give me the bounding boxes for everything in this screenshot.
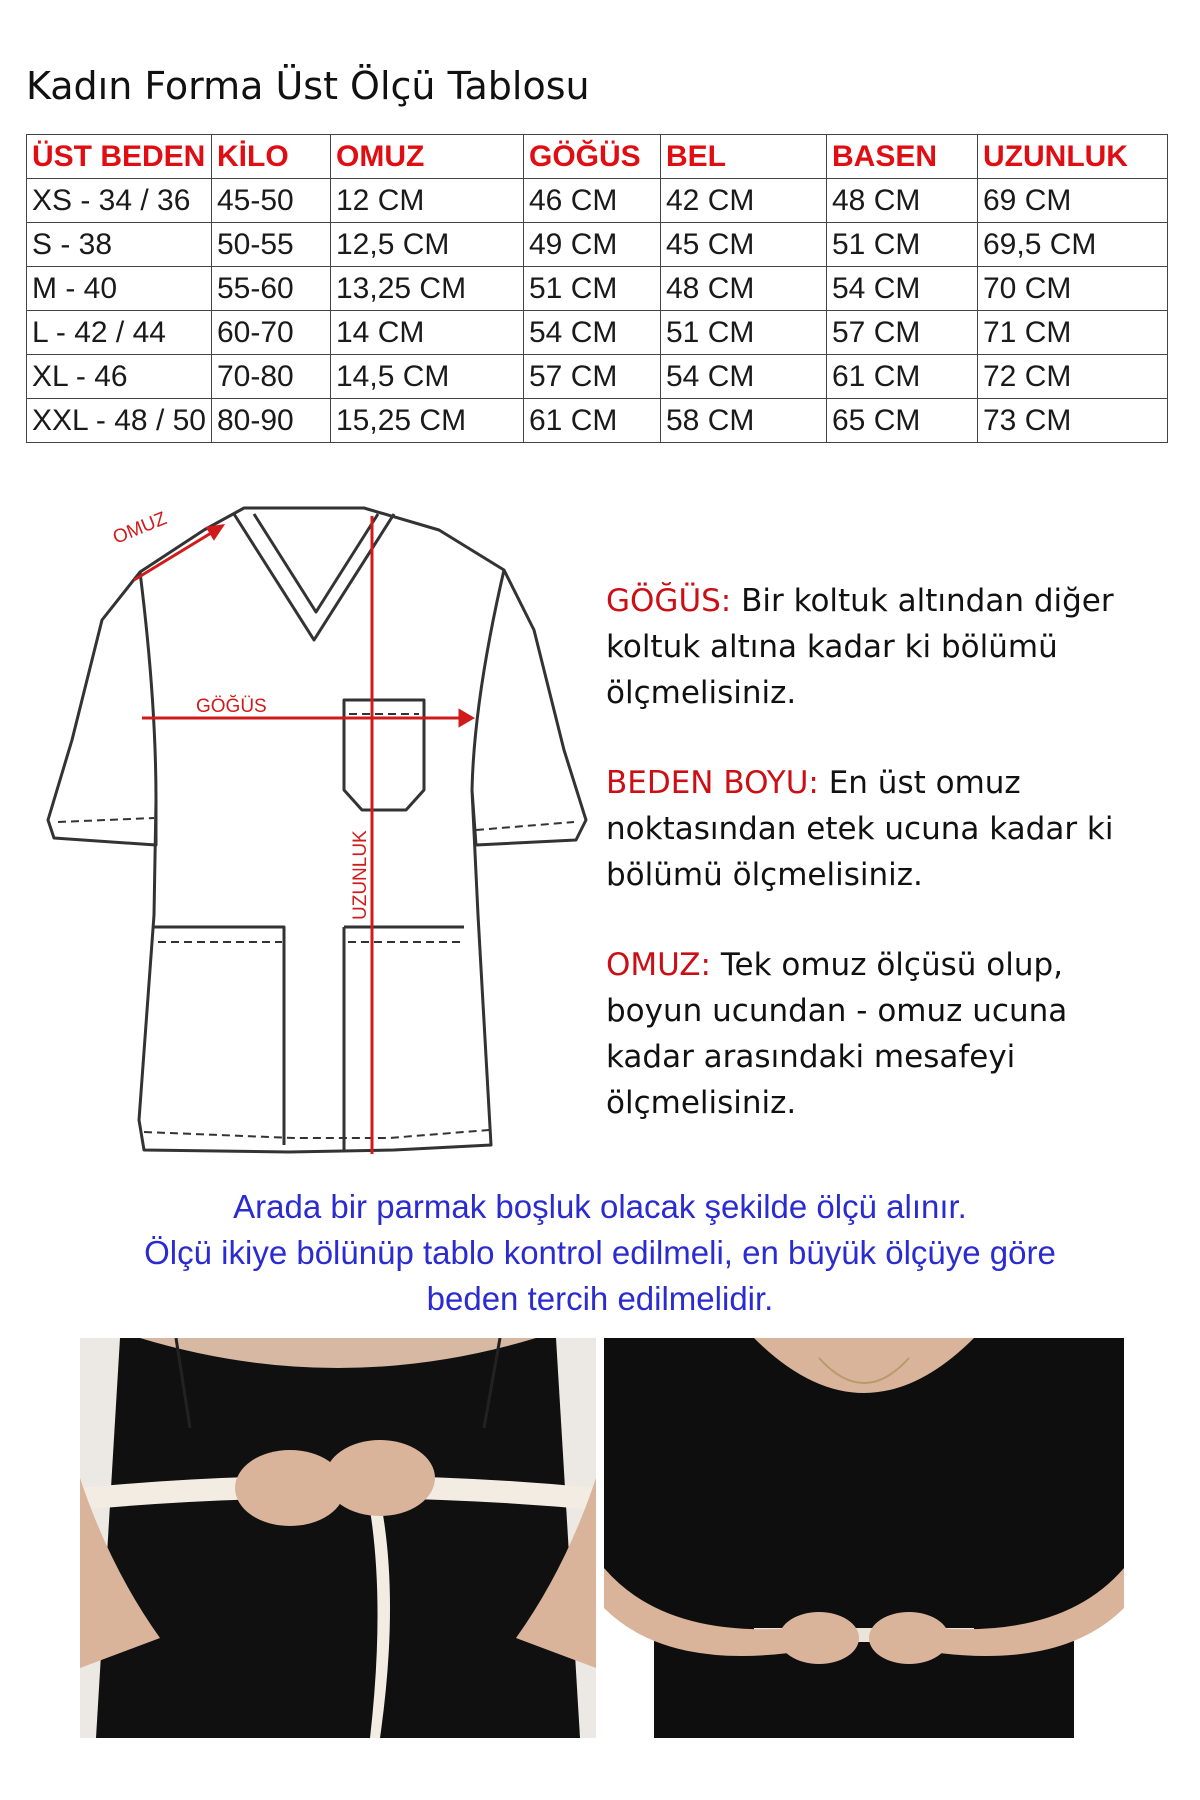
header-cell: OMUZ bbox=[331, 135, 524, 179]
left-sleeve-hem-stitch bbox=[58, 818, 154, 822]
hem-stitch bbox=[144, 1130, 489, 1138]
table-cell: 71 CM bbox=[978, 311, 1168, 355]
waist-measuring-photo bbox=[604, 1338, 1124, 1738]
header-cell: BASEN bbox=[827, 135, 978, 179]
table-row bbox=[27, 179, 1168, 223]
garment-outline bbox=[48, 508, 586, 1152]
table-cell: 54 CM bbox=[827, 267, 978, 311]
table-cell: 69 CM bbox=[978, 179, 1168, 223]
gogus-arrowhead bbox=[460, 711, 472, 725]
note-line1: Arada bir parmak boşluk olacak şekilde ölçü alınır. bbox=[233, 1188, 967, 1225]
note-line2: Ölçü ikiye bölünüp tablo kontrol edilmeli, en büyük ölçüye göre bbox=[144, 1234, 1056, 1271]
omuz-info-line3: kadar arasındaki mesafeyi bbox=[606, 1039, 1016, 1075]
table-cell: 70 CM bbox=[978, 267, 1168, 311]
chest-measuring-photo bbox=[80, 1338, 596, 1738]
header-cell: BEL bbox=[661, 135, 827, 179]
table-row bbox=[27, 223, 1168, 267]
beden-boyu-info bbox=[606, 760, 1166, 898]
omuz-arrow bbox=[134, 530, 216, 580]
table-cell: 48 CM bbox=[661, 267, 827, 311]
table-cell: 13,25 CM bbox=[331, 267, 524, 311]
right-armhole bbox=[472, 570, 504, 790]
table-cell: 51 CM bbox=[661, 311, 827, 355]
table-row bbox=[27, 399, 1168, 443]
gogus-info-line1: Bir koltuk altından diğer bbox=[731, 583, 1114, 619]
neckline bbox=[234, 514, 394, 640]
table-cell: XXL - 48 / 50 bbox=[27, 399, 212, 443]
table-cell: 15,25 CM bbox=[331, 399, 524, 443]
left-armhole bbox=[140, 572, 156, 800]
table-cell: 45-50 bbox=[212, 179, 331, 223]
note-line3: beden tercih edilmelidir. bbox=[426, 1280, 774, 1317]
neckline-inner bbox=[254, 514, 378, 612]
table-cell: 69,5 CM bbox=[978, 223, 1168, 267]
table-cell: 46 CM bbox=[524, 179, 661, 223]
omuz-label: OMUZ bbox=[110, 508, 170, 549]
table-cell: 61 CM bbox=[524, 399, 661, 443]
table-row bbox=[27, 355, 1168, 399]
table-cell: 54 CM bbox=[524, 311, 661, 355]
size-table bbox=[26, 134, 1168, 443]
table-cell: 60-70 bbox=[212, 311, 331, 355]
table-row bbox=[27, 311, 1168, 355]
table-cell: 50-55 bbox=[212, 223, 331, 267]
table-cell: XL - 46 bbox=[27, 355, 212, 399]
gogus-info bbox=[606, 578, 1166, 716]
gogus-info-line3: ölçmelisiniz. bbox=[606, 675, 797, 711]
omuz-info-line2: boyun ucundan - omuz ucuna bbox=[606, 993, 1068, 1029]
table-cell: 14 CM bbox=[331, 311, 524, 355]
table-cell: 51 CM bbox=[827, 223, 978, 267]
table-cell: 80-90 bbox=[212, 399, 331, 443]
table-cell: M - 40 bbox=[27, 267, 212, 311]
uzunluk-label: UZUNLUK bbox=[350, 830, 371, 920]
table-cell: 14,5 CM bbox=[331, 355, 524, 399]
measurement-note bbox=[40, 1184, 1160, 1322]
table-cell: 61 CM bbox=[827, 355, 978, 399]
table-header-row bbox=[27, 135, 1168, 179]
gogus-info-key: GÖĞÜS: bbox=[606, 583, 732, 619]
table-cell: L - 42 / 44 bbox=[27, 311, 212, 355]
omuz-arrowhead bbox=[208, 526, 222, 538]
table-cell: 72 CM bbox=[978, 355, 1168, 399]
omuz-info-key: OMUZ: bbox=[606, 947, 711, 983]
table-cell: 70-80 bbox=[212, 355, 331, 399]
table-cell: 55-60 bbox=[212, 267, 331, 311]
table-cell: 12,5 CM bbox=[331, 223, 524, 267]
table-cell: 73 CM bbox=[978, 399, 1168, 443]
table-cell: S - 38 bbox=[27, 223, 212, 267]
table-cell: 49 CM bbox=[524, 223, 661, 267]
omuz-info-line1: Tek omuz ölçüsü olup, bbox=[710, 947, 1064, 983]
table-cell: 12 CM bbox=[331, 179, 524, 223]
table-cell: XS - 34 / 36 bbox=[27, 179, 212, 223]
table-row bbox=[27, 267, 1168, 311]
table-cell: 51 CM bbox=[524, 267, 661, 311]
beden-boyu-info-line2: noktasından etek ucuna kadar ki bbox=[606, 811, 1114, 847]
table-cell: 48 CM bbox=[827, 179, 978, 223]
gogus-label: GÖĞÜS bbox=[196, 696, 267, 717]
left-lower-pocket bbox=[154, 927, 284, 1145]
gogus-info-line2: koltuk altına kadar ki bölümü bbox=[606, 629, 1058, 665]
table-cell: 58 CM bbox=[661, 399, 827, 443]
omuz-info bbox=[606, 942, 1166, 1126]
beden-boyu-info-line3: bölümü ölçmelisiniz. bbox=[606, 857, 923, 893]
table-cell: 42 CM bbox=[661, 179, 827, 223]
header-cell: UZUNLUK bbox=[978, 135, 1168, 179]
scrub-top-diagram bbox=[44, 500, 604, 1170]
header-cell: GÖĞÜS bbox=[524, 135, 661, 179]
table-cell: 54 CM bbox=[661, 355, 827, 399]
right-sleeve-hem-stitch bbox=[476, 822, 574, 830]
table-cell: 57 CM bbox=[827, 311, 978, 355]
table-cell: 65 CM bbox=[827, 399, 978, 443]
table-cell: 45 CM bbox=[661, 223, 827, 267]
header-cell: ÜST BEDEN bbox=[27, 135, 212, 179]
table-cell: 57 CM bbox=[524, 355, 661, 399]
beden-boyu-info-key: BEDEN BOYU: bbox=[606, 765, 819, 801]
omuz-info-line4: ölçmelisiniz. bbox=[606, 1085, 797, 1121]
page-title: Kadın Forma Üst Ölçü Tablosu bbox=[26, 64, 590, 108]
header-cell: KİLO bbox=[212, 135, 331, 179]
beden-boyu-info-line1: En üst omuz bbox=[818, 765, 1021, 801]
